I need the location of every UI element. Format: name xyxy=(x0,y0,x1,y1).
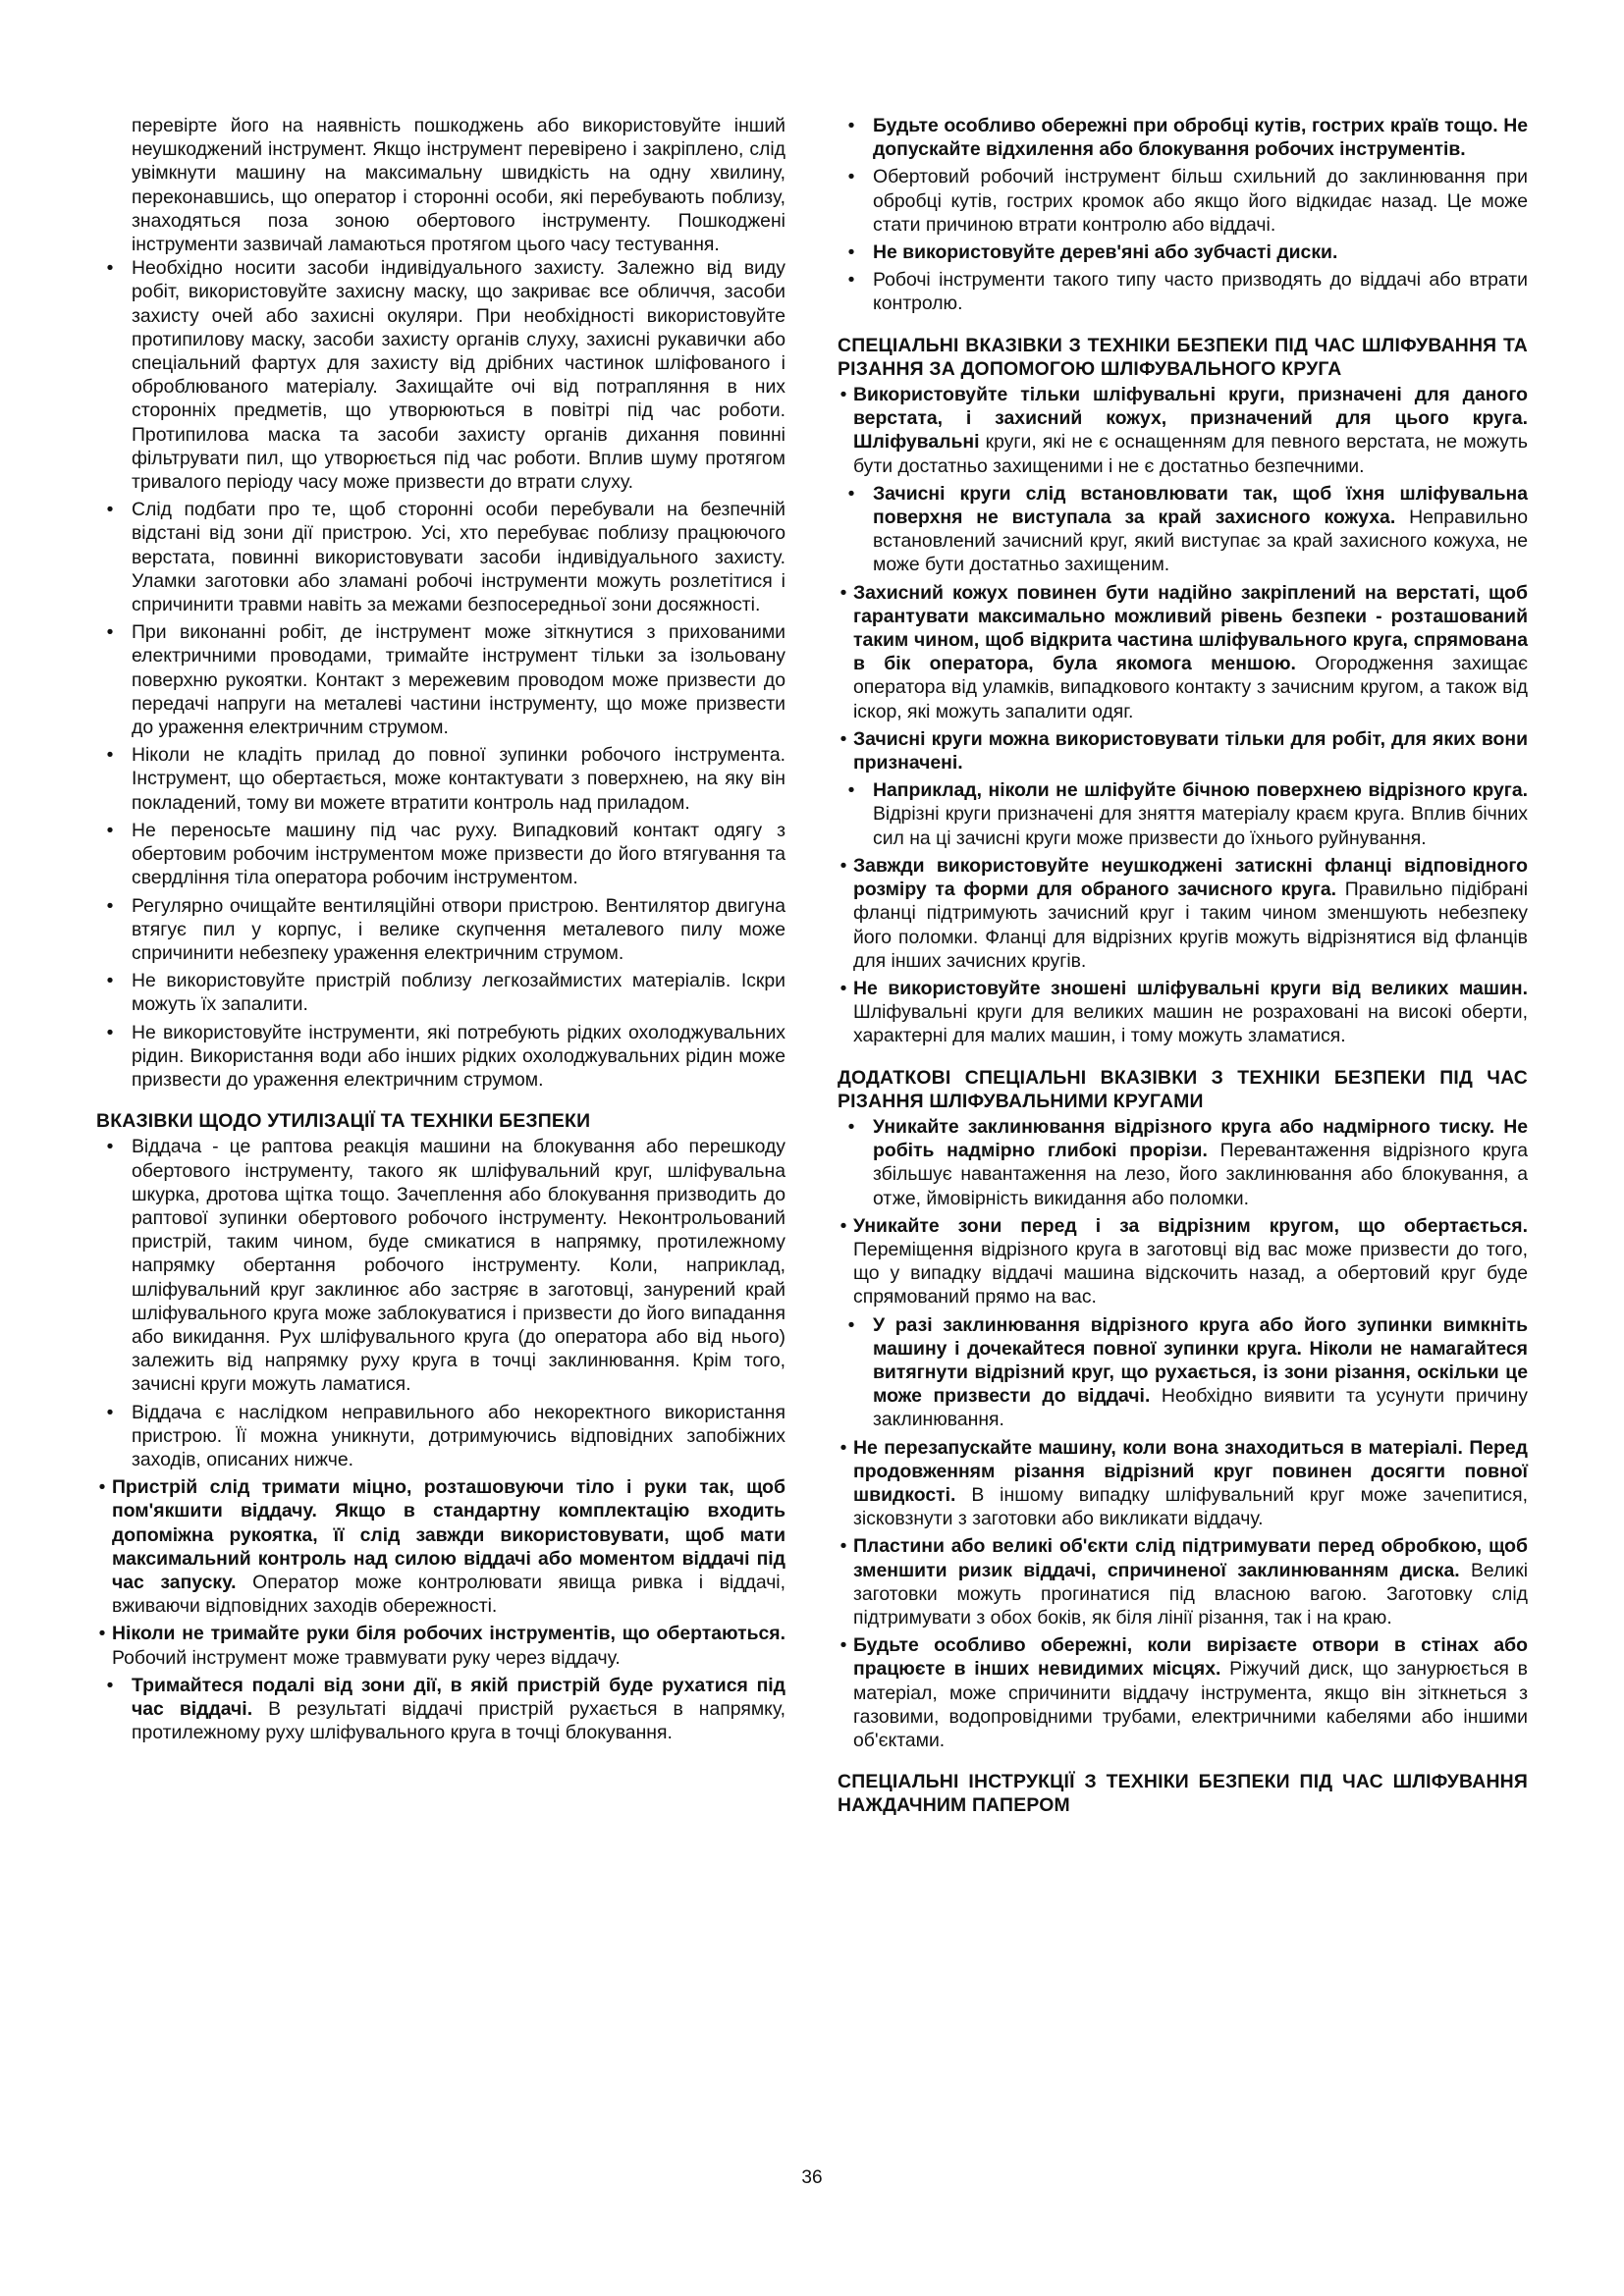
bullet-icon: • xyxy=(106,1136,114,1158)
bullet-icon: • xyxy=(847,482,855,505)
left-column xyxy=(96,114,785,1748)
bullet-icon: • xyxy=(106,1401,114,1423)
bullet-icon: • xyxy=(839,1436,847,1459)
bullet-icon: • xyxy=(106,819,114,841)
intro-paragraph: перевірте його на наявність пошкоджень або використовуйте інший неушкоджений інструмент. Якщо інструмент перевірено і закріплено, слід увімкнути машину на максимальну швидкість на одну хвилину, переконавшись, що оператор і сторонні особи, які перебувають поблизу, знаходяться поза зоною обертового інструменту. Пошкоджені інструменти зазвичай ламаються протягом цього часу тестування. xyxy=(132,115,785,256)
bullet-icon: • xyxy=(847,241,855,264)
list-item: • У разі заклинювання відрізного круга або його зупинки вимкніть машину і дочекайтеся повної зупинки круга. Ніколи не намагайтеся витягнути відрізний круг, що рухається, із зони різання, оскільки це може призвести до віддачі. Необхідно виявити та усунути причину заклинювання. xyxy=(838,1313,1528,1432)
safety-list-5 xyxy=(838,383,1528,1047)
list-item: • Використовуйте тільки шліфувальні круги, призначені для даного верстата, і захисний кожух, призначений для цього круга. Шліфувальні круги, які не є оснащенням для певного верстата, не можуть бути достатньо захищеними і не є достатньо безпечними. xyxy=(838,383,1528,478)
bullet-icon: • xyxy=(106,257,114,280)
list-item: • При виконанні робіт, де інструмент може зіткнутися з прихованими електричними проводами, тримайте інструмент тільки за ізольовану поверхню рукоятки. Контакт з мережевим проводом може призвести до передачі напруги на металеві частини інструменту, що може призвести до ураження електричним струмом. xyxy=(96,620,785,739)
bullet-icon: • xyxy=(106,1021,114,1043)
list-item: • Уникайте заклинювання відрізного круга або надмірного тиску. Не робіть надмірно глибокі прорізи. Перевантаження відрізного круга збільшує навантаження на лезо, його заклинювання або блокування, а отже, ймовірність викидання або поломки. xyxy=(838,1115,1528,1210)
list-item: • Пластини або великі об'єкти слід підтримувати перед обробкою, щоб зменшити ризик віддачі, спричиненої заклинюванням диска. Великі заготовки можуть прогинатися під власною вагою. Заготовку слід підтримувати з обох боків, як біля лінії різання, так і на краю. xyxy=(838,1534,1528,1629)
bullet-icon: • xyxy=(847,1115,855,1138)
section-heading-cutting: ДОДАТКОВІ СПЕЦІАЛЬНІ ВКАЗІВКИ З ТЕХНІКИ БЕЗПЕКИ ПІД ЧАС РІЗАННЯ ШЛІФУВАЛЬНИМИ КРУГАМИ xyxy=(838,1066,1528,1112)
right-column xyxy=(838,114,1528,1820)
list-item: • Необхідно носити засоби індивідуального захисту. Залежно від виду робіт, використовуйте захисну маску, що закриває все обличчя, засоби захисту очей або захисні окуляри. При необхідності використовуйте протипилову маску, засоби захисту органів слуху, захисні рукавички або спеціальний фартух для захисту від дрібних частинок шліфованого і оброблюваного матеріалу. Захищайте очі від потрапляння в них сторонніх предметів, що утворюються в повітрі під час роботи. Протипилова маска та засоби захисту органів дихання повинні фільтрувати пил, що утворюється під час роботи. Вплив шуму протягом тривалого періоду часу може призвести до втрати слуху. xyxy=(96,256,785,494)
list-item: • Будьте особливо обережні при обробці кутів, гострих країв тощо. Не допускайте відхилення або блокування робочих інструментів. xyxy=(838,114,1528,161)
bullet-icon: • xyxy=(106,499,114,521)
section-heading-sanding: СПЕЦІАЛЬНІ ІНСТРУКЦІЇ З ТЕХНІКИ БЕЗПЕКИ ПІД ЧАС ШЛІФУВАННЯ НАЖДАЧНИМ ПАПЕРОМ xyxy=(838,1771,1528,1817)
bullet-icon: • xyxy=(98,1623,106,1645)
list-item: • Регулярно очищайте вентиляційні отвори пристрою. Вентилятор двигуна втягує пил у корпус, і велике скупчення металевого пилу може спричинити небезпеку ураження електричним струмом. xyxy=(96,894,785,966)
section-heading-recoil: ВКАЗІВКИ ЩОДО УТИЛІЗАЦІЇ ТА ТЕХНІКИ БЕЗПЕКИ xyxy=(96,1110,591,1133)
list-item: • Зачисні круги можна використовувати тільки для робіт, для яких вони призначені. xyxy=(838,727,1528,774)
list-item: • Обертовий робочий інструмент більш схильний до заклинювання при обробці кутів, гострих кромок або якщо його відкидає назад. Це може стати причиною втрати контролю або віддачі. xyxy=(838,165,1528,237)
list-item: • Завжди використовуйте неушкоджені затискні фланці відповідного розміру та форми для обраного зачисного круга. Правильно підібрані фланці підтримують зачисний круг і таким чином зменшують небезпеку його поломки. Фланці для відрізних кругів можуть відрізнятися від фланців для інших зачисних кругів. xyxy=(838,854,1528,973)
bullet-icon: • xyxy=(839,854,847,877)
list-item: • Ніколи не тримайте руки біля робочих інструментів, що обертаються. Робочий інструмент може травмувати руку через віддачу. xyxy=(96,1622,785,1669)
section-heading-grinding: СПЕЦІАЛЬНІ ВКАЗІВКИ З ТЕХНІКИ БЕЗПЕКИ ПІД ЧАС ШЛІФУВАННЯ ТА РІЗАННЯ ЗА ДОПОМОГОЮ ШЛІФУВАЛЬНОГО КРУГА xyxy=(838,334,1528,380)
safety-list-1 xyxy=(96,256,785,1092)
list-item: • Слід подбати про те, щоб сторонні особи перебували на безпечній відстані від зони дії пристрою. Усі, хто перебуває поблизу працюючого верстата, повинні використовувати засоби індивідуального захисту. Уламки заготовки або зламані робочі інструменти можуть розлетітися і спричинити травми навіть за межами безпосередньої зони досяжності. xyxy=(96,498,785,616)
list-item: • Пристрій слід тримати міцно, розташовуючи тіло і руки так, щоб пом'якшити віддачу. Якщо в стандартну комплектацію входить допоміжна рукоятка, її слід завжди використовувати, щоб мати максимальний контроль над силою віддачі або моментом віддачі під час запуску. Оператор може контролювати явища ривка і віддачі, вживаючи відповідних заходів обережності. xyxy=(96,1475,785,1618)
list-item: • Зачисні круги слід встановлювати так, щоб їхня шліфувальна поверхня не виступала за край захисного кожуха. Неправильно встановлений зачисний круг, який виступає за край захисного кожуха, не може бути достатньо захищеним. xyxy=(838,482,1528,577)
bullet-icon: • xyxy=(847,166,855,188)
list-item: • Захисний кожух повинен бути надійно закріплений на верстаті, щоб гарантувати максимально можливий рівень безпеки - розташований таким чином, щоб відкрита частина шліфувального круга, спрямована в бік оператора, була якомога меншою. Огородження захищає оператора від уламків, випадкового контакту з зачисним кругом, а також від іскор, які можуть запалити одяг. xyxy=(838,581,1528,723)
bullet-icon: • xyxy=(106,621,114,644)
bullet-icon: • xyxy=(839,581,847,604)
list-item: • Уникайте зони перед і за відрізним кругом, що обертається. Переміщення відрізного круга в заготовці від вас може призвести до того, що у випадку віддачі машина відскочить назад, а обертовий круг буде спрямований прямо на вас. xyxy=(838,1214,1528,1309)
list-item: • Наприклад, ніколи не шліфуйте бічною поверхнею відрізного круга. Відрізні круги призначені для зняття матеріалу краєм круга. Вплив бічних сил на ці зачисні круги може призвести до їхнього руйнування. xyxy=(838,778,1528,850)
bullet-icon: • xyxy=(847,779,855,802)
bullet-icon: • xyxy=(839,727,847,750)
bullet-icon: • xyxy=(839,977,847,999)
list-item: • Ніколи не кладіть прилад до повної зупинки робочого інструмента. Інструмент, що обертається, може контактувати з поверхнею, на яку він покладений, тому ви можете втратити контроль над приладом. xyxy=(96,743,785,815)
bullet-icon: • xyxy=(847,1313,855,1336)
list-item: • Віддача - це раптова реакція машини на блокування або перешкоду обертового інструменту, такого як шліфувальний круг, шліфувальна шкурка, дротова щітка тощо. Зачеплення або блокування призводить до раптової зупинки обертового робочого інструменту. Неконтрольований пристрій, таким чином, буде смикатися в напрямку, протилежному напрямку обертання робочого інструменту. Коли, наприклад, шліфувальний круг заклинює або застряє в заготовці, занурений край шліфувального круга може заблокуватися і призвести до його випадання або викидання. Рух шліфувального круга (до оператора або від нього) залежить від напрямку руху круга в точці заклинювання. Крім того, зачисні круги можуть ламатися. xyxy=(96,1135,785,1396)
list-item: • Не переносьте машину під час руху. Випадковий контакт одягу з обертовим робочим інструментом може призвести до його втягування та свердління тіла оператора робочим інструментом. xyxy=(96,819,785,890)
bullet-icon: • xyxy=(839,1214,847,1237)
bullet-icon: • xyxy=(106,744,114,767)
bullet-icon: • xyxy=(98,1476,106,1499)
bullet-icon: • xyxy=(839,384,847,406)
bullet-icon: • xyxy=(839,1535,847,1558)
list-item: • Не перезапускайте машину, коли вона знаходиться в матеріалі. Перед продовженням різання відрізний круг повинен досягти повної швидкості. В іншому випадку шліфувальний круг може зачепитися, зісковзнути з заготовки або викликати віддачу. xyxy=(838,1436,1528,1531)
list-item: • Тримайтеся подалі від зони дії, в якій пристрій буде рухатися під час віддачі. В результаті віддачі пристрій рухається в напрямку, протилежному руху шліфувального круга в точці блокування. xyxy=(96,1674,785,1745)
list-item: • Не використовуйте пристрій поблизу легкозаймистих матеріалів. Іскри можуть їх запалити. xyxy=(96,969,785,1016)
page-number: 36 xyxy=(801,2167,823,2188)
bullet-icon: • xyxy=(106,894,114,917)
list-item: • Не використовуйте інструменти, які потребують рідких охолоджувальних рідин. Використання води або інших рідких охолоджувальних рідин може призвести до ураження електричним струмом. xyxy=(96,1021,785,1093)
bullet-icon: • xyxy=(106,1674,114,1696)
list-item: • Не використовуйте зношені шліфувальні круги від великих машин. Шліфувальні круги для великих машин не розраховані на високі оберти, характерні для малих машин, і тому можуть зламатися. xyxy=(838,977,1528,1048)
list-item: • Віддача є наслідком неправильного або некоректного використання пристрою. Її можна уникнути, дотримуючись відповідних запобіжних заходів, описаних нижче. xyxy=(96,1401,785,1472)
bullet-icon: • xyxy=(847,269,855,292)
list-item: • Будьте особливо обережні, коли вирізаєте отвори в стінах або працюєте в інших невидимих місцях. Ріжучий диск, що занурюється в матеріал, може спричинити віддачу інструмента, якщо він зіткнеться з газовими, водопровідними трубами, електричними кабелями або іншими об'єктами. xyxy=(838,1633,1528,1752)
list-item: • Робочі інструменти такого типу часто призводять до віддачі або втрати контролю. xyxy=(838,268,1528,315)
bullet-icon: • xyxy=(847,115,855,136)
list-item: • Не використовуйте дерев'яні або зубчасті диски. xyxy=(838,240,1528,264)
safety-list-4 xyxy=(838,114,1528,316)
bullet-icon: • xyxy=(106,970,114,992)
bullet-icon: • xyxy=(839,1634,847,1657)
safety-list-2 xyxy=(96,1135,785,1471)
safety-list-6 xyxy=(838,1115,1528,1752)
safety-list-3 xyxy=(96,1475,785,1744)
